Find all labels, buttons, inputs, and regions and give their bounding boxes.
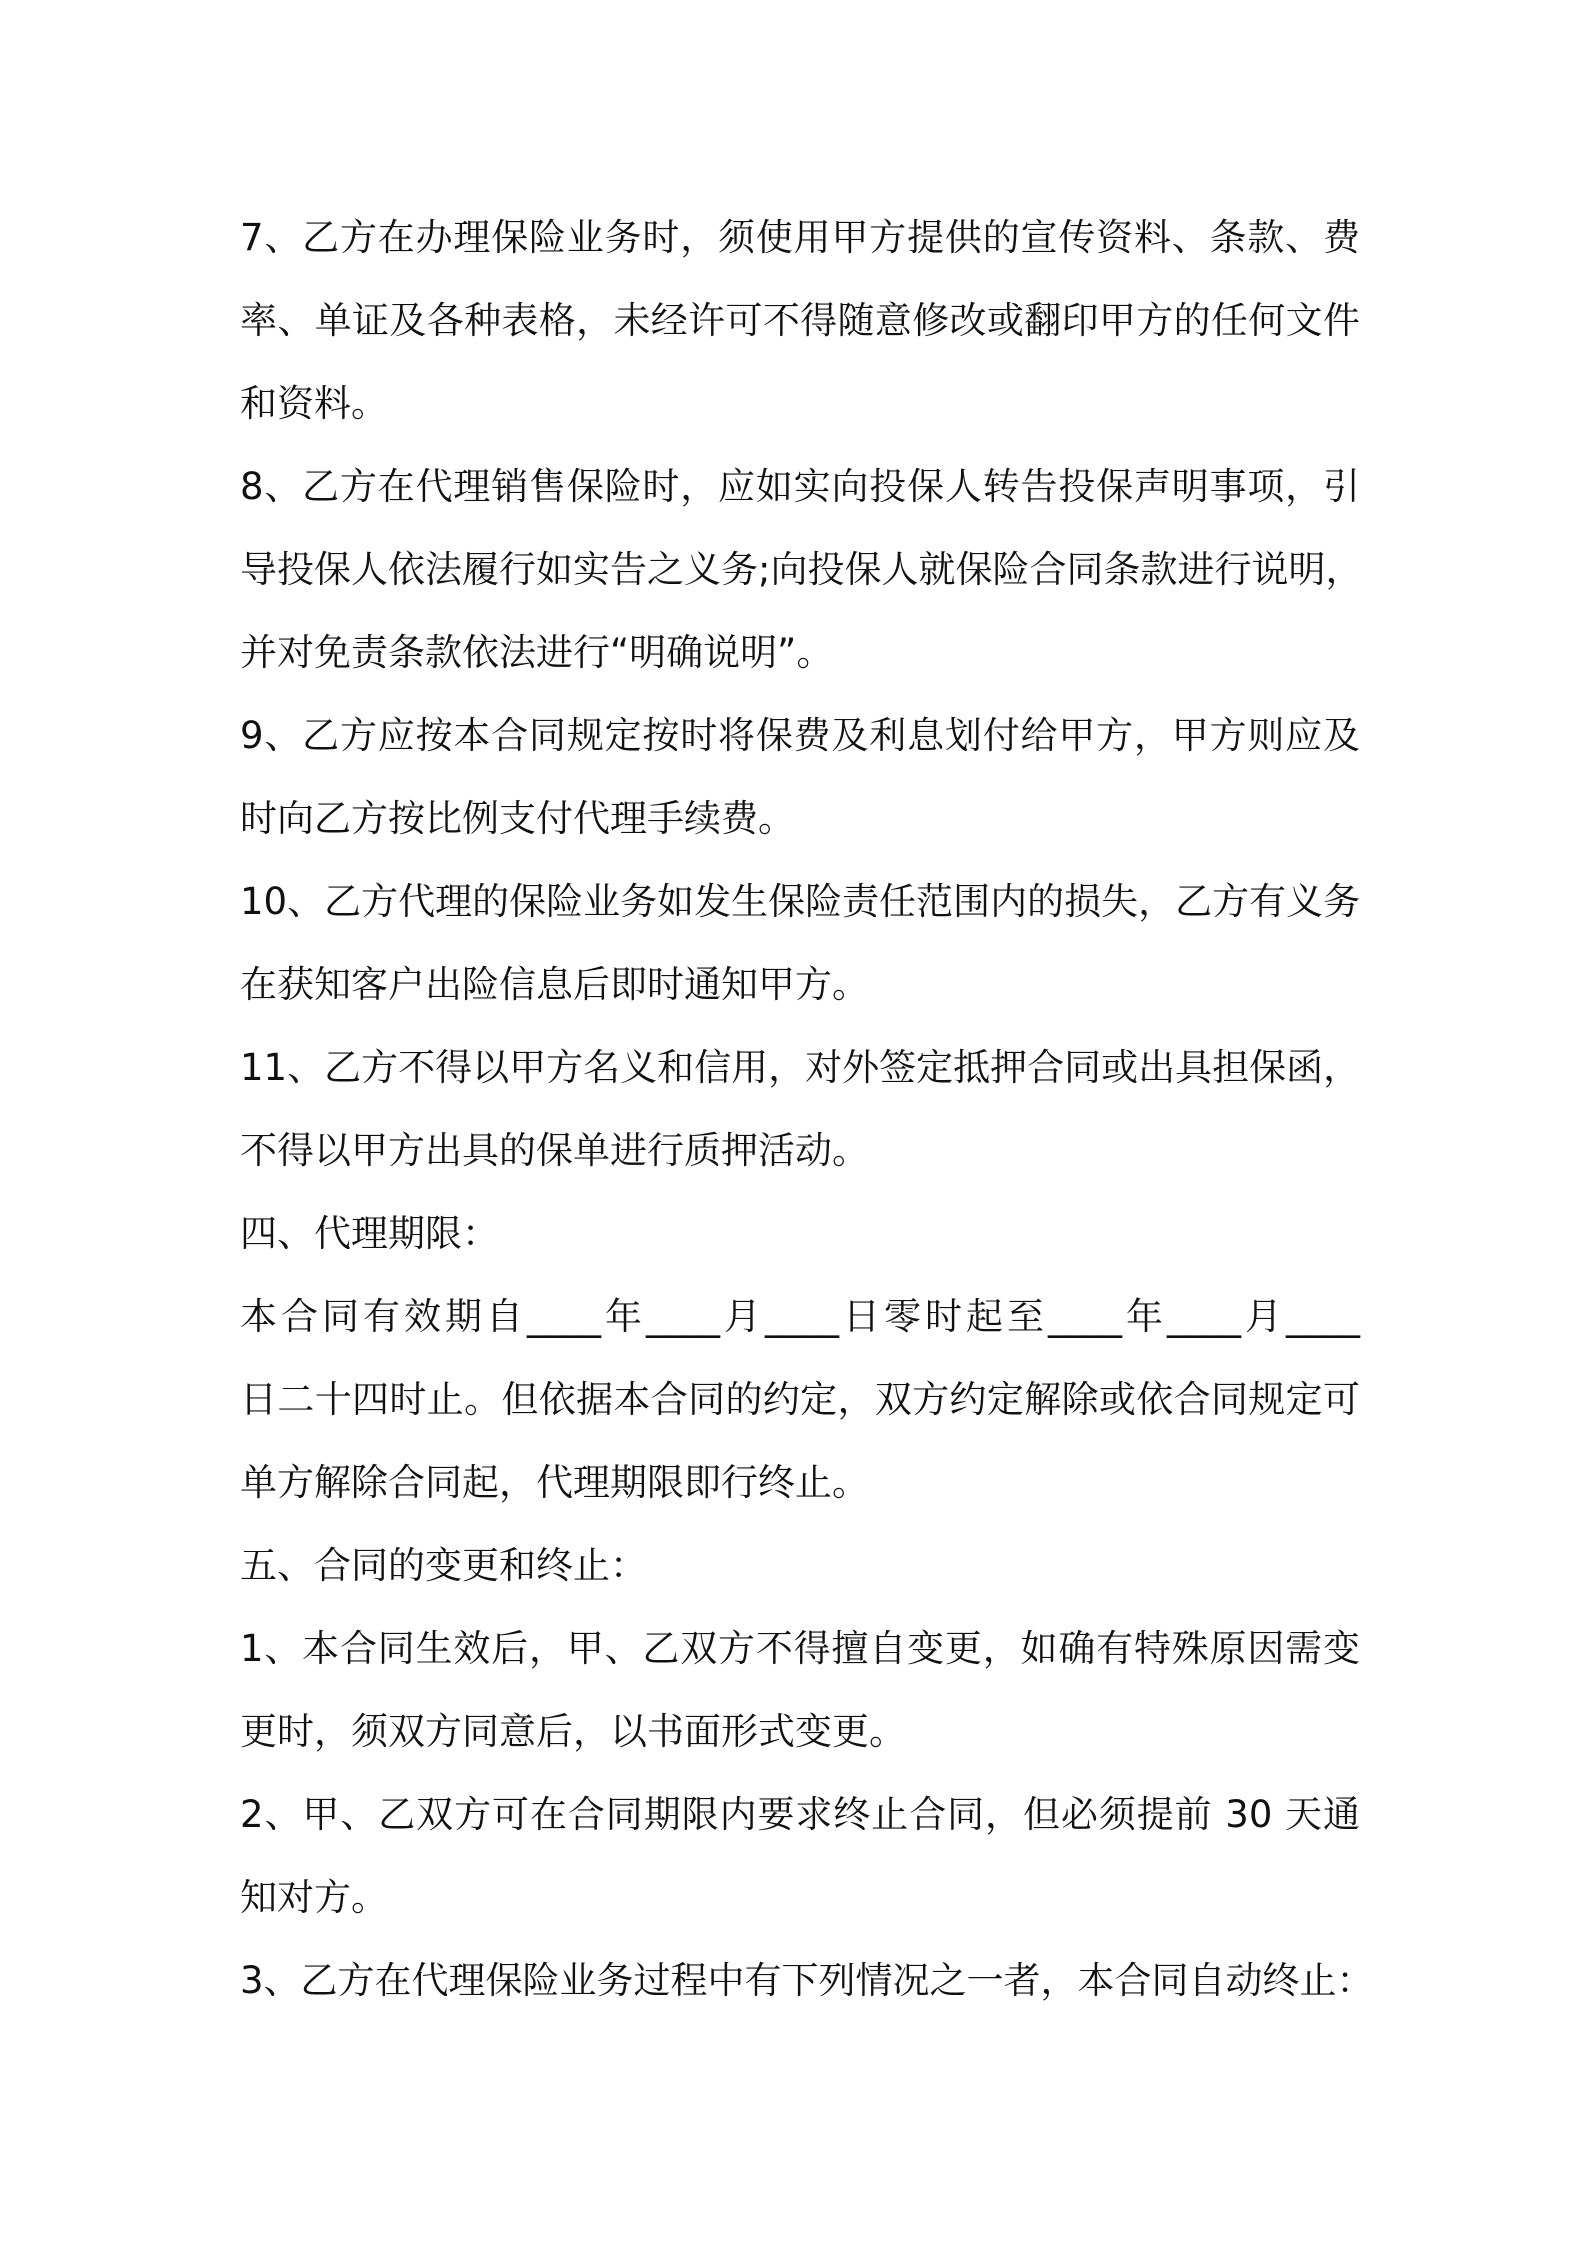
change-clause-3-line-1: 3、乙方在代理保险业务过程中有下列情况之一者，本合同自动终止： (240, 1959, 1374, 2002)
change-clause-1-line-1: 1、本合同生效后，甲、乙双方不得擅自变更，如确有特殊原因需变 (240, 1627, 1360, 1670)
clause-7-line-3: 和资料。 (240, 382, 388, 425)
clause-7-line-1: 7、乙方在办理保险业务时，须使用甲方提供的宣传资料、条款、费 (240, 216, 1360, 259)
change-clause-1-line-2: 更时，须双方同意后，以书面形式变更。 (240, 1710, 906, 1753)
change-clause-2-line-2: 知对方。 (240, 1876, 388, 1919)
agency-term-line-3: 单方解除合同起，代理期限即行终止。 (240, 1461, 869, 1504)
clause-9-line-1: 9、乙方应按本合同规定按时将保费及利息划付给甲方，甲方则应及 (240, 714, 1360, 757)
clause-7-line-2: 率、单证及各种表格，未经许可不得随意修改或翻印甲方的任何文件 (240, 299, 1360, 342)
clause-8-line-1: 8、乙方在代理销售保险时，应如实向投保人转告投保声明事项，引 (240, 465, 1360, 508)
change-clause-2-line-1: 2、甲、乙双方可在合同期限内要求终止合同，但必须提前 30 天通 (240, 1793, 1360, 1836)
section-heading-agency-term: 四、代理期限： (240, 1212, 499, 1255)
clause-9-line-2: 时向乙方按比例支付代理手续费。 (240, 797, 795, 840)
agency-term-line-1: 本合同有效期自____年____月____日零时起至____年____月____ (240, 1295, 1360, 1338)
document-body (240, 196, 1374, 2022)
clause-11-line-1: 11、乙方不得以甲方名义和信用，对外签定抵押合同或出具担保函， (240, 1046, 1361, 1089)
clause-8-line-3: 并对免责条款依法进行“明确说明”。 (240, 631, 834, 674)
clause-10-line-2: 在获知客户出险信息后即时通知甲方。 (240, 963, 869, 1006)
clause-11-line-2: 不得以甲方出具的保单进行质押活动。 (240, 1129, 869, 1172)
section-heading-change-termination: 五、合同的变更和终止： (240, 1544, 647, 1587)
clause-8-line-2: 导投保人依法履行如实告之义务;向投保人就保险合同条款进行说明， (240, 548, 1363, 591)
agency-term-line-2: 日二十四时止。但依据本合同的约定，双方约定解除或依合同规定可 (240, 1378, 1360, 1421)
clause-10-line-1: 10、乙方代理的保险业务如发生保险责任范围内的损失，乙方有义务 (240, 880, 1361, 923)
